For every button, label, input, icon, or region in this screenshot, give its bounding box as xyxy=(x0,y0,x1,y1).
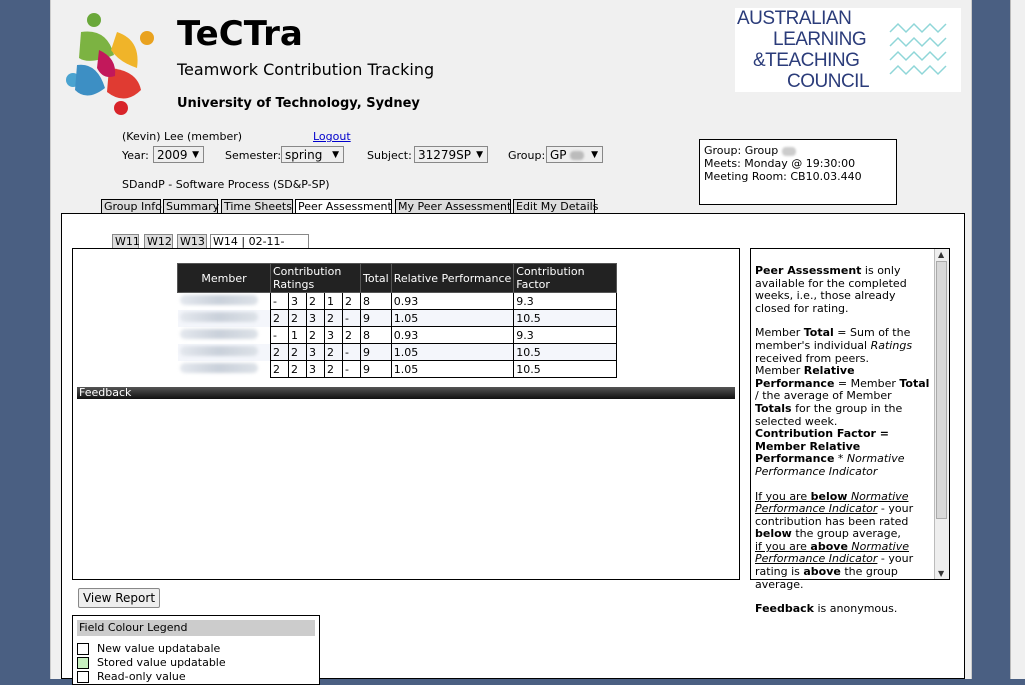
logout-link[interactable]: Logout xyxy=(313,130,351,143)
week-tab-w12[interactable]: W12 xyxy=(144,234,173,248)
app-subtitle: Teamwork Contribution Tracking xyxy=(177,60,435,79)
table-header-row xyxy=(178,264,617,293)
altc-line-2: LEARNING xyxy=(773,29,867,50)
group-info-box xyxy=(699,139,897,205)
relative-performance-cell: 0.93 xyxy=(391,327,514,344)
altc-pattern-icon xyxy=(885,12,959,90)
redacted-blur xyxy=(180,363,258,373)
rating-cell: 3 xyxy=(325,327,343,344)
rating-cell: 3 xyxy=(307,344,325,361)
rating-cell: 1 xyxy=(325,293,343,310)
assessment-area xyxy=(72,248,740,580)
rating-cell: 2 xyxy=(343,327,361,344)
legend-item: New value updatabale xyxy=(77,642,220,655)
tab-time-sheets[interactable]: Time Sheets xyxy=(221,199,293,213)
rating-cell: 2 xyxy=(289,344,307,361)
rating-cell: - xyxy=(343,344,361,361)
week-tab-w13[interactable]: W13 xyxy=(177,234,207,248)
chevron-down-icon: ▼ xyxy=(192,150,199,160)
tab-my-peer-assessment[interactable]: My Peer Assessment xyxy=(395,199,511,213)
relative-performance-cell: 1.05 xyxy=(391,310,514,327)
university-name: University of Technology, Sydney xyxy=(177,96,420,111)
member-cell xyxy=(178,293,271,310)
col-contribution-ratings: Contribution Ratings xyxy=(271,264,361,293)
subject-select[interactable] xyxy=(414,146,488,163)
help-scrollbar[interactable] xyxy=(934,249,949,579)
total-cell: 8 xyxy=(361,293,392,310)
rating-cell: 2 xyxy=(289,361,307,378)
page xyxy=(50,0,972,683)
redacted-blur xyxy=(180,295,258,305)
group-info-meets: Meets: Monday @ 19:30:00 xyxy=(704,157,856,170)
contribution-factor-cell: 9.3 xyxy=(514,293,617,310)
col-total: Total xyxy=(361,264,392,293)
course-name: SDandP - Software Process (SD&P-SP) xyxy=(122,178,330,191)
relative-performance-cell: 1.05 xyxy=(391,361,514,378)
tab-summary[interactable]: Summary xyxy=(163,199,218,213)
table-row xyxy=(178,344,617,361)
semester-label: Semester: xyxy=(225,149,282,162)
help-text: Peer Assessment is only available for the completed weeks, i.e., those already closed for rating. Member Total = Sum of the member's individual Ratings received from peers. Member Relative Performance = Member Total / the average of Member Totals for the group in the selected week. Contribution Factor = Member Relative Performance * Normative Performance Indicator If you are below Normative Performance Indicator - your contribution has been rated below the group average, if you are above Normative Performance Indicator - your rating is above the group average. Feedback is anonymous. xyxy=(755,264,930,616)
legend-swatch xyxy=(77,643,89,655)
group-value: GP xyxy=(550,148,567,162)
col-contribution-factor: Contribution Factor xyxy=(514,264,617,293)
semester-value: spring xyxy=(285,148,323,162)
contribution-factor-cell: 10.5 xyxy=(514,310,617,327)
legend-item: Stored value updatable xyxy=(77,656,226,669)
group-info-room: Meeting Room: CB10.03.440 xyxy=(704,170,862,183)
table-row xyxy=(178,310,617,327)
week-tab-w11[interactable]: W11 xyxy=(112,234,139,248)
redacted-blur xyxy=(180,346,258,356)
group-select[interactable] xyxy=(546,146,603,163)
rating-cell: 2 xyxy=(271,361,289,378)
col-relative-performance: Relative Performance xyxy=(391,264,514,293)
legend-swatch xyxy=(77,657,89,669)
altc-line-1: AUSTRALIAN xyxy=(737,8,852,29)
legend-swatch xyxy=(77,671,89,683)
relative-performance-cell: 1.05 xyxy=(391,344,514,361)
chevron-down-icon: ▼ xyxy=(476,150,483,160)
rating-cell: - xyxy=(271,327,289,344)
table-row xyxy=(178,293,617,310)
tectra-logo xyxy=(59,10,159,118)
altc-line-4: COUNCIL xyxy=(787,71,870,92)
scroll-up-icon[interactable]: ▲ xyxy=(938,250,945,259)
main-panel xyxy=(61,213,965,683)
chevron-down-icon: ▼ xyxy=(332,150,339,160)
scroll-down-icon[interactable]: ▼ xyxy=(938,569,945,578)
rating-cell: 3 xyxy=(289,293,307,310)
altc-logo xyxy=(735,8,961,92)
redacted-blur xyxy=(180,312,258,322)
member-cell xyxy=(178,310,271,327)
rating-cell: 1 xyxy=(289,327,307,344)
member-cell xyxy=(178,327,271,344)
peer-assessment-table xyxy=(177,263,617,378)
group-info-name: Group: Group xyxy=(704,144,892,157)
table-row xyxy=(178,361,617,378)
user-name: (Kevin) Lee (member) xyxy=(122,130,243,143)
semester-select[interactable] xyxy=(281,146,344,163)
tab-group-info[interactable]: Group Info xyxy=(101,199,161,213)
tab-peer-assessment[interactable]: Peer Assessment xyxy=(295,199,392,215)
rating-cell: 2 xyxy=(325,361,343,378)
redacted-blur xyxy=(180,329,258,339)
rating-cell: 2 xyxy=(271,344,289,361)
tab-edit-my-details[interactable]: Edit My Details xyxy=(513,199,595,213)
total-cell: 8 xyxy=(361,327,392,344)
total-cell: 9 xyxy=(361,344,392,361)
week-tab-w14[interactable]: W14 | 02-11- xyxy=(210,234,309,248)
rating-cell: - xyxy=(343,310,361,327)
rating-cell: - xyxy=(271,293,289,310)
relative-performance-cell: 0.93 xyxy=(391,293,514,310)
contribution-factor-cell: 9.3 xyxy=(514,327,617,344)
contribution-factor-cell: 10.5 xyxy=(514,361,617,378)
total-cell: 9 xyxy=(361,310,392,327)
chevron-down-icon: ▼ xyxy=(591,150,598,160)
rating-cell: 2 xyxy=(289,310,307,327)
rating-cell: 2 xyxy=(325,344,343,361)
help-panel xyxy=(750,248,950,616)
year-value: 2009 xyxy=(157,148,188,162)
total-cell: 9 xyxy=(361,361,392,378)
rating-cell: 2 xyxy=(271,310,289,327)
scroll-thumb[interactable] xyxy=(936,261,947,519)
contribution-factor-cell: 10.5 xyxy=(514,344,617,361)
col-member: Member xyxy=(178,264,271,293)
rating-cell: 2 xyxy=(343,293,361,310)
member-cell xyxy=(178,344,271,361)
year-label: Year: xyxy=(122,149,149,162)
window-scrollbar[interactable] xyxy=(1010,0,1025,679)
rating-cell: - xyxy=(343,361,361,378)
table-row xyxy=(178,327,617,344)
feedback-header: Feedback xyxy=(77,387,735,399)
member-cell xyxy=(178,361,271,378)
subject-value: 31279SP xyxy=(418,148,472,162)
redacted-blur xyxy=(570,151,584,160)
altc-line-3: &TEACHING xyxy=(753,50,860,71)
rating-cell: 3 xyxy=(307,361,325,378)
field-colour-legend xyxy=(72,615,320,685)
subject-label: Subject: xyxy=(367,149,412,162)
legend-item: Read-only value xyxy=(77,670,186,683)
year-select[interactable] xyxy=(153,146,204,163)
app-title: TeCTra xyxy=(177,14,303,54)
rating-cell: 2 xyxy=(307,293,325,310)
rating-cell: 2 xyxy=(307,327,325,344)
rating-cell: 3 xyxy=(307,310,325,327)
group-label: Group: xyxy=(508,149,546,162)
view-report-button[interactable]: View Report xyxy=(78,588,160,608)
rating-cell: 2 xyxy=(325,310,343,327)
redacted-blur xyxy=(782,147,796,156)
legend-title: Field Colour Legend xyxy=(77,620,315,636)
